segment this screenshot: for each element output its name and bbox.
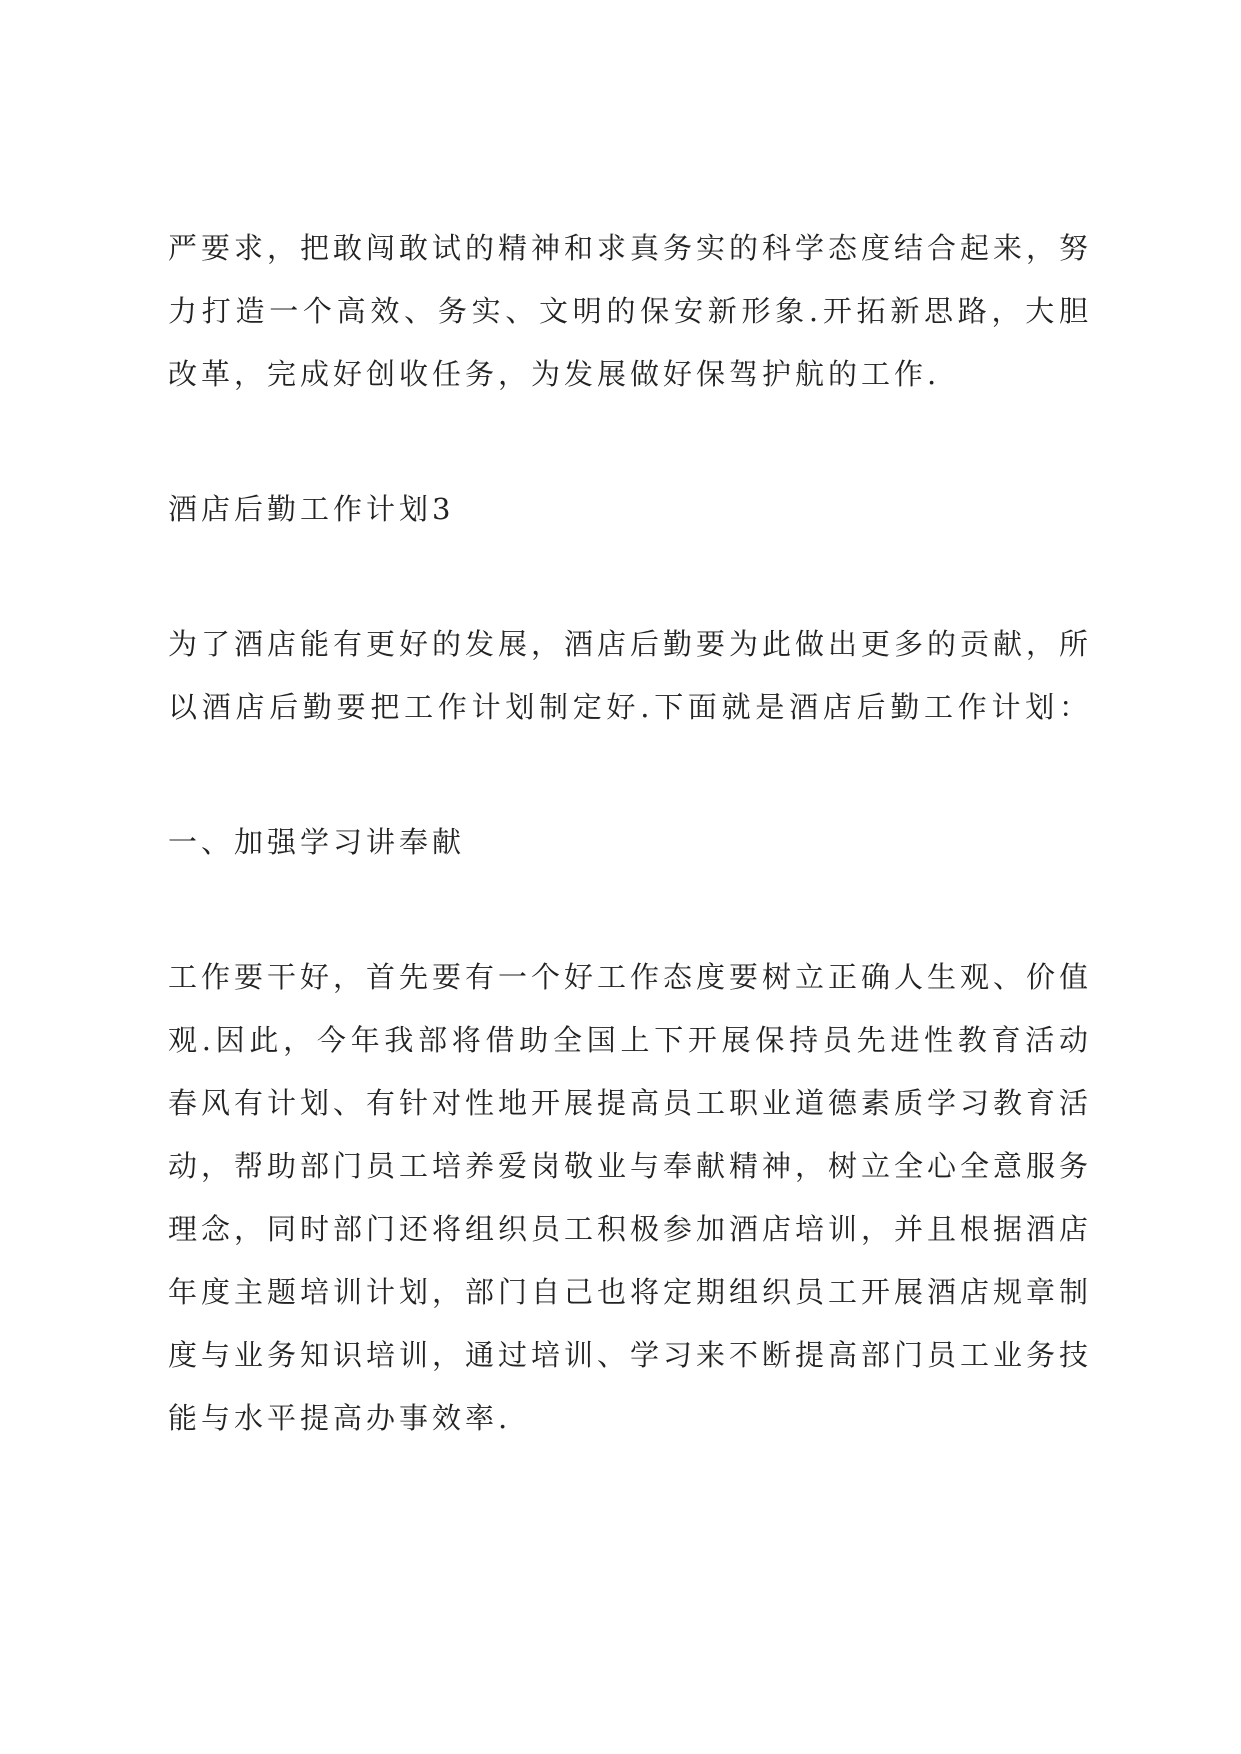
subsection-heading: 一、加强学习讲奉献 [168, 825, 466, 859]
paragraph-line: 观.因此，今年我部将借助全国上下开展保持员先进性教育活动 [168, 1023, 1088, 1057]
paragraph-line: 理念，同时部门还将组织员工积极参加酒店培训，并且根据酒店 [168, 1212, 1088, 1246]
paragraph-line: 为了酒店能有更好的发展，酒店后勤要为此做出更多的贡献，所 [168, 627, 1088, 661]
paragraph-line: 改革，完成好创收任务，为发展做好保驾护航的工作. [168, 357, 941, 391]
paragraph-line: 年度主题培训计划，部门自己也将定期组织员工开展酒店规章制 [168, 1275, 1088, 1309]
paragraph-line: 严要求，把敢闯敢试的精神和求真务实的科学态度结合起来，努 [168, 231, 1088, 265]
section-heading: 酒店后勤工作计划3 [168, 492, 455, 526]
paragraph-line: 能与水平提高办事效率. [168, 1401, 512, 1435]
paragraph-line: 力打造一个高效、务实、文明的保安新形象.开拓新思路，大胆 [168, 294, 1088, 328]
paragraph-line: 以酒店后勤要把工作计划制定好.下面就是酒店后勤工作计划： [168, 690, 1088, 724]
paragraph-line: 度与业务知识培训，通过培训、学习来不断提高部门员工业务技 [168, 1338, 1088, 1372]
paragraph-line: 春风有计划、有针对性地开展提高员工职业道德素质学习教育活 [168, 1086, 1088, 1120]
paragraph-line: 动，帮助部门员工培养爱岗敬业与奉献精神，树立全心全意服务 [168, 1149, 1088, 1183]
paragraph-line: 工作要干好，首先要有一个好工作态度要树立正确人生观、价值 [168, 960, 1088, 994]
